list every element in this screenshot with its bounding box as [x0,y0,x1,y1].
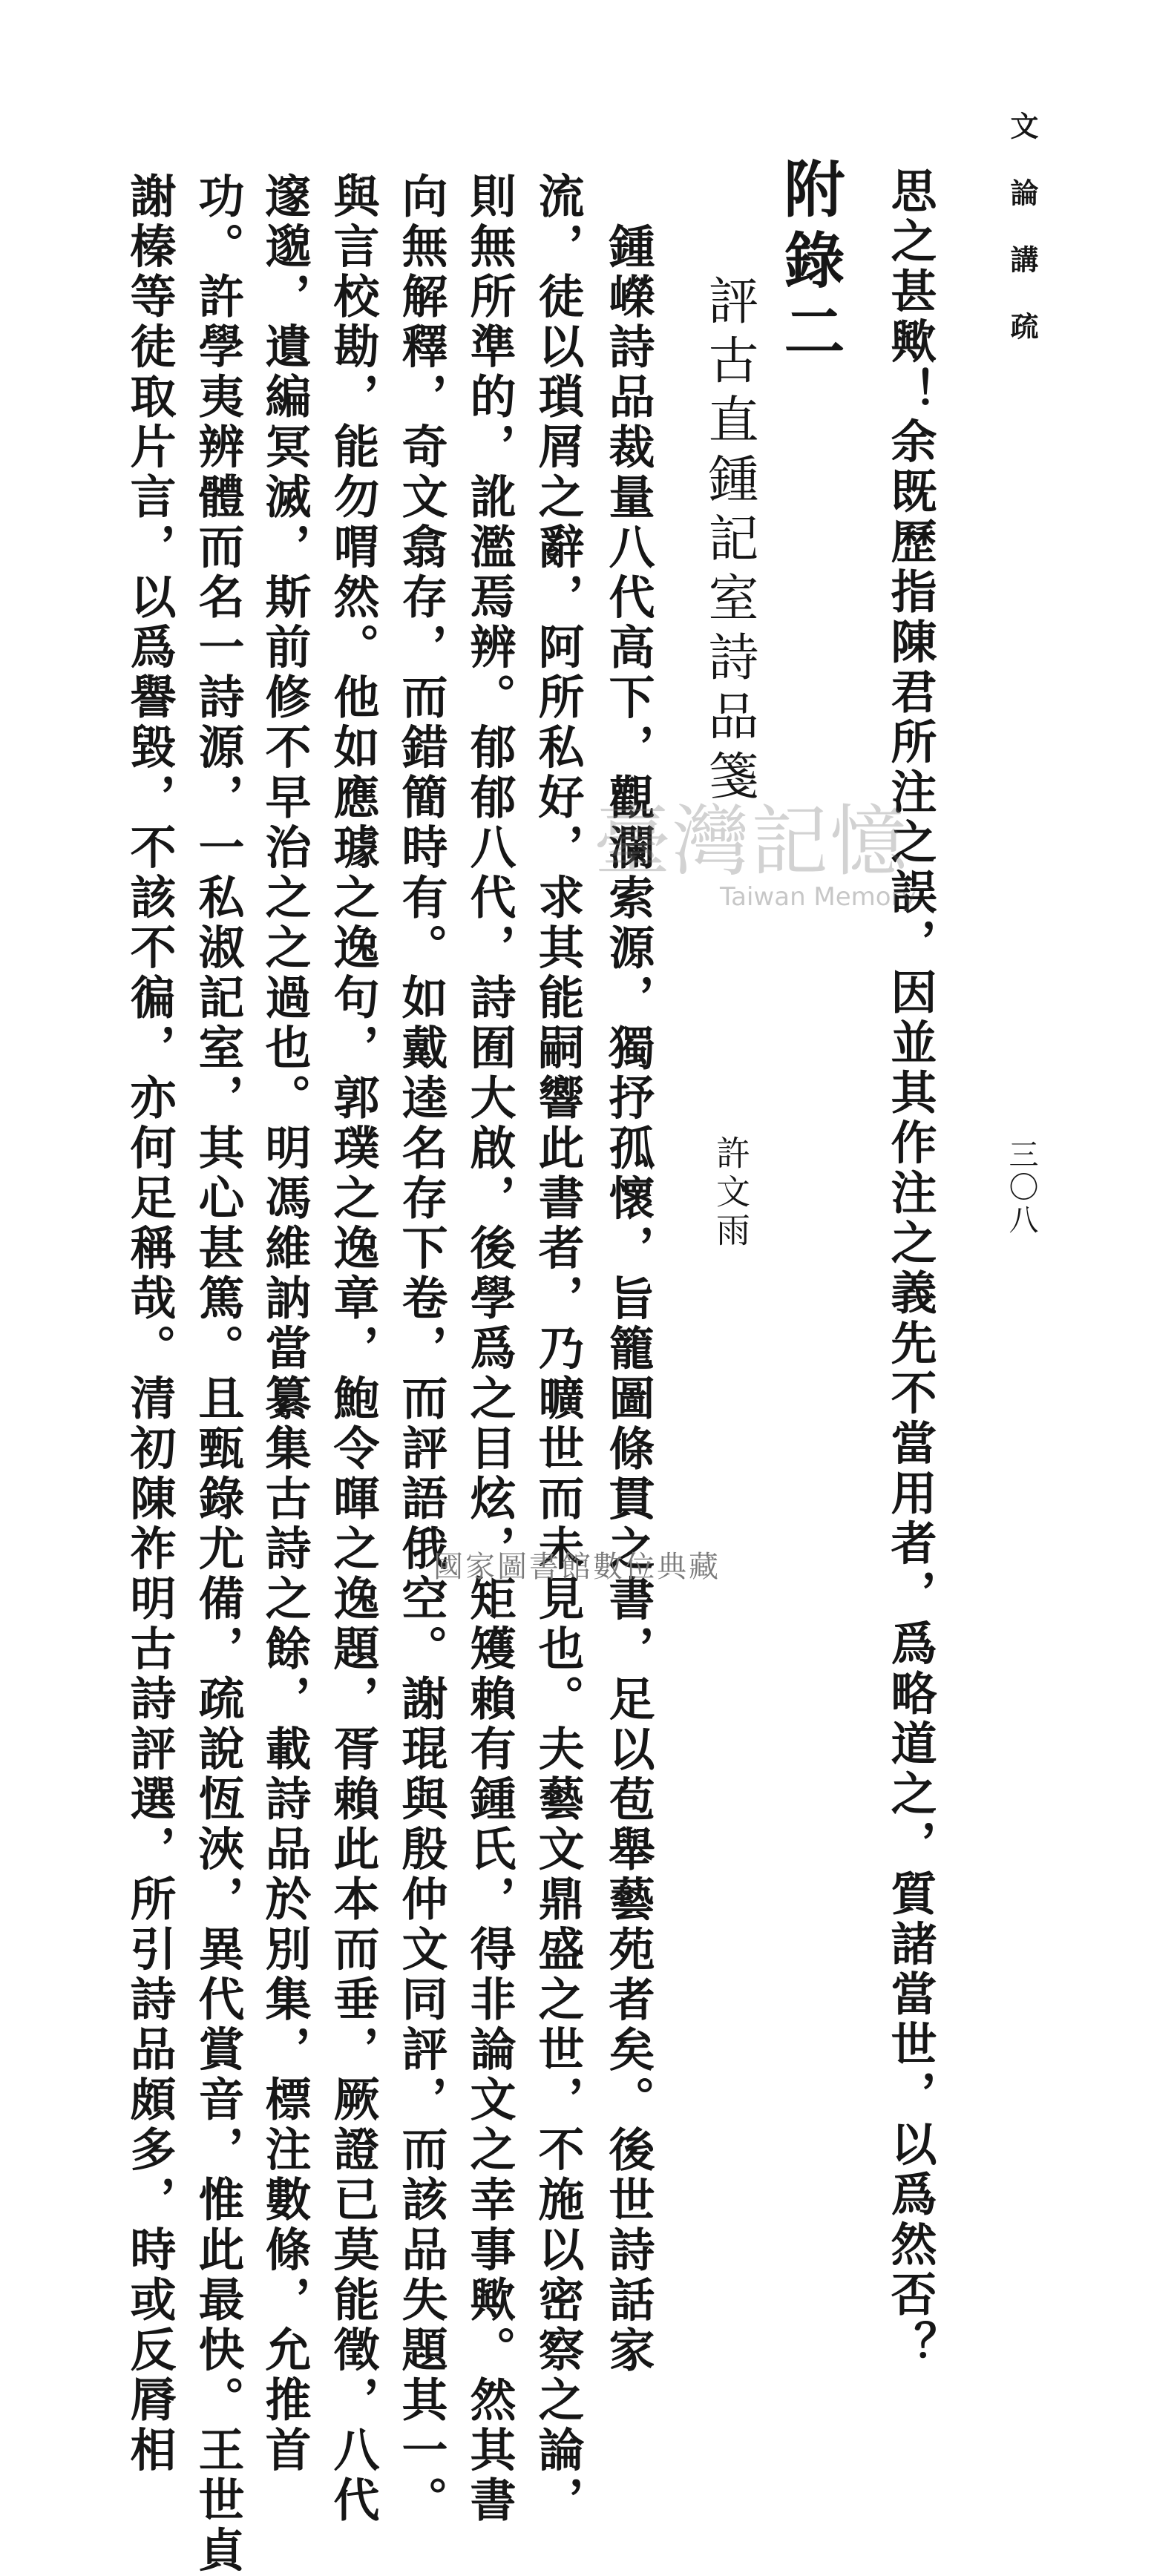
text-column-9: 謝榛等徒取片言，以爲譽毀，不該不徧，亦何足稱哉。清初陳祚明古詩評選，所引詩品頗多，時或反脣相 [122,172,177,2476]
text-column-7: 邃邈，遺編冥滅，斯前修不早治之之過也。明馮維訥當纂集古詩之餘，載詩品於別集，標注數條，允推首 [258,172,312,2476]
appendix-heading: 附錄二 [774,157,845,371]
text-column-2: 鍾嶸詩品裁量八代高下，觀瀾索源，獨抒孤懷，旨籠圖條貫之書，足以苞舉藝苑者矣。後世詩話家 [601,223,655,2376]
running-title: 文論講疏 [1006,111,1039,378]
article-title: 評古直鍾記室詩品箋 [700,275,758,809]
taiwan-memory-watermark [594,794,920,913]
author-name: 許文雨 [711,1135,751,1251]
watermark-english-text: Taiwan Memory [720,882,917,912]
text-column-3: 流，徒以瑣屑之辭，阿所私好，求其能嗣響此書者，乃曠世而未見也。夫藝文鼎盛之世，不施以密察之論， [531,172,585,2526]
text-column-8: 功。許學夷辨體而名一詩源，一私淑記室，其心甚篤。且甄錄尤備，疏說恆浹，異代賞音，惟此最快。王世貞 [191,172,245,2576]
text-column-6: 與言校勘，能勿喟然。他如應璩之逸句，郭璞之逸章，鮑令暉之逸題，胥賴此本而垂，厥證已莫能徵，八代 [326,172,380,2526]
text-column-5: 向無解釋，奇文翕存，而錯簡時有。如戴逵名存下卷，而評語俄空。謝琨與殷仲文同評，而該品失題其一。 [394,172,448,2526]
library-footer: 國家圖書館數位典藏 [433,1550,721,1584]
page-number: 三〇八 [1004,1139,1038,1237]
text-column-4: 則無所準的，訛濫焉辨。郁郁八代，詩囿大啟，後學爲之目炫，矩矱賴有鍾氏，得非論文之幸事歟。然其書 [462,172,517,2526]
watermark-chinese-text: 臺灣記憶 [594,796,909,887]
text-column-1: 思之甚歟！余既歷指陳君所注之誤，因並其作注之義先不當用者，爲略道之，質諸當世，以爲然否？ [883,167,937,2370]
